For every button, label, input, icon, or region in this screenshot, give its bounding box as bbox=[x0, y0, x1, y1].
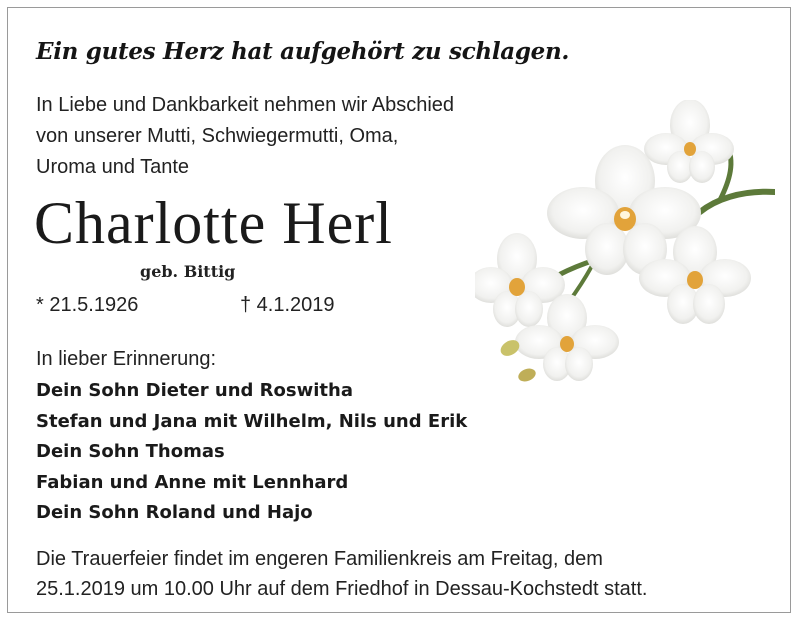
service-info bbox=[36, 544, 647, 604]
mourner-line: Fabian und Anne mit Lennhard bbox=[36, 471, 349, 493]
intro-line: In Liebe und Dankbarkeit nehmen wir Abschied bbox=[36, 94, 455, 116]
intro-line: Uroma und Tante bbox=[36, 156, 190, 178]
deceased-name: Charlotte Herl bbox=[34, 190, 393, 256]
intro-line: von unserer Mutti, Schwiegermutti, Oma, bbox=[36, 125, 399, 147]
intro-text bbox=[36, 90, 454, 183]
mourner-line: Dein Sohn Roland und Hajo bbox=[36, 502, 313, 523]
mourner-line: Dein Sohn Thomas bbox=[36, 441, 225, 462]
service-line: 25.1.2019 um 10.00 Uhr auf dem Friedhof in Dessau-Kochstedt statt. bbox=[36, 578, 648, 600]
mourner-line: Dein Sohn Dieter und Roswitha bbox=[36, 380, 353, 401]
service-line: Die Trauerfeier findet im engeren Familienkreis am Freitag, dem bbox=[36, 548, 603, 570]
maiden-name: geb. Bittig bbox=[140, 262, 236, 281]
birth-date: * 21.5.1926 bbox=[36, 294, 139, 316]
memory-label: In lieber Erinnerung: bbox=[36, 348, 217, 370]
mourners-list bbox=[36, 376, 467, 529]
death-date: † 4.1.2019 bbox=[240, 294, 335, 316]
mourner-line: Stefan und Jana mit Wilhelm, Nils und Erik bbox=[36, 410, 468, 432]
white-orchid-icon bbox=[475, 100, 775, 390]
notice-heading: Ein gutes Herz hat aufgehört zu schlagen. bbox=[36, 38, 570, 65]
